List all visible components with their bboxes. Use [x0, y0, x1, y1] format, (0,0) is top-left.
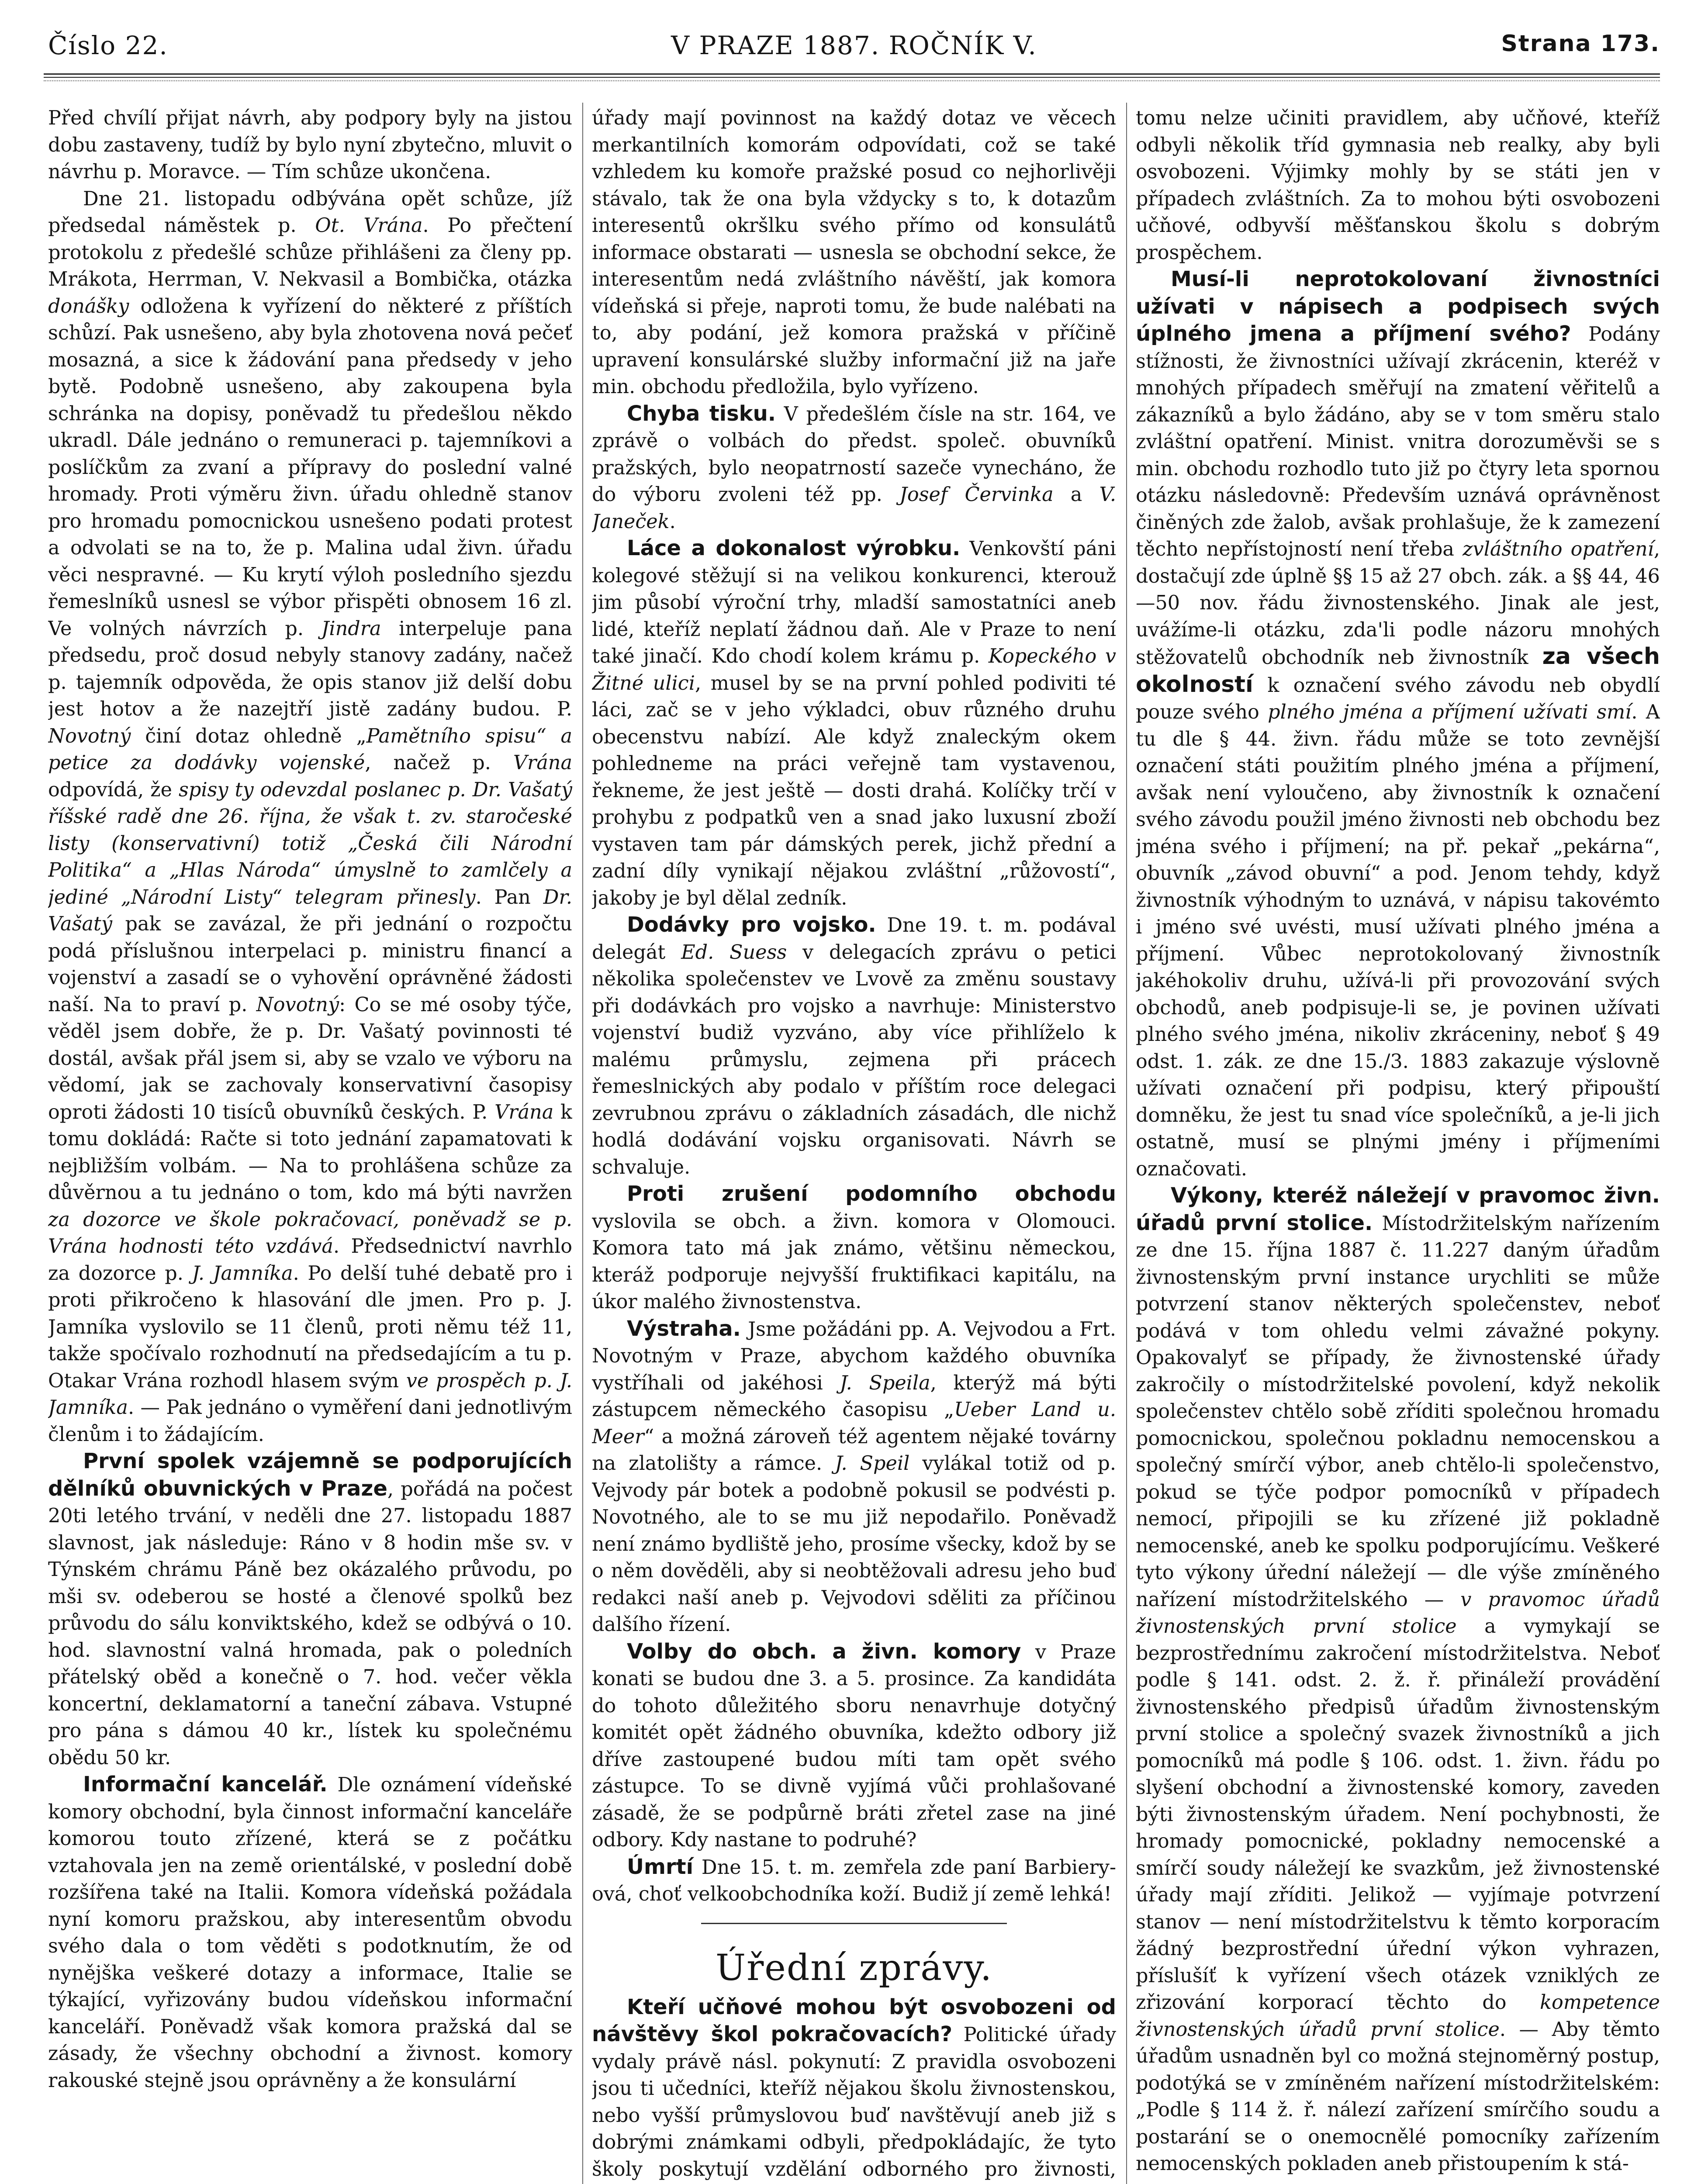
italic-text: kompetence živnostenských úřadů první stolice	[1136, 1991, 1660, 2041]
paragraph	[48, 1771, 572, 2094]
page-header	[48, 31, 1660, 66]
article-heading: Výkony, kteréž náležejí v pravomoc živn. úřadů první stolice.	[1136, 1183, 1660, 1235]
article-heading: Dodávky pro vojsko.	[627, 912, 876, 937]
text: Místodržitelským nařízením ze dne 15. října 1887 č. 11.227 daným úřadům živnostenským první instance urychliti se může potvrzení stanov některých společenstev, neboť podává v tom ohledu velmi závažné pokyny. Opakovalyť se případy, že živnostenské úřady zakročily o místodržitelské povolení, když nekolik společenstev chtělo sobě zříditi společnou hromadu pomocnickou, společnou pokladnu nemocenskou a společný smírčí výbor, aneb chtělo-li společenstvo, pokud se týče podpor pomocníků v případech nemocí, připojili se ku zřízené již pokladně nemocenské, aneb ke spolku podporujícímu. Veškeré tyto výkony úřední náležejí — dle výše zmíněného nařízení místodržitelského —	[1136, 1212, 1660, 1611]
text: , kterýž má býti zástupcem německého časopisu „	[592, 1372, 1116, 1421]
text: Jsme požádáni pp. A. Vejvodou a Frt. Novotným v Praze, abychom každého obuvníka vystříhali od jakéhosi	[592, 1318, 1116, 1394]
text: Podány stížnosti, že živnostníci užívají zkrácenin, kteréž v mnohých případech směřují na zmatení věřitelů a zákazníků a bylo žádáno, aby se v tom směru stalo zvláštní opatření. Minist. vnitra dorozuměvši se s min. obchodu rozhodlo tuto již po čtyry leta spornou otázku následovně: Především uznává oprávněnost činěných zde žalob, avšak prohlašuje, že k zamezení těchto nepřístojností není třeba	[1136, 323, 1660, 560]
issue-number: Číslo 22.	[48, 31, 168, 60]
text: : Co se mé osoby týče, věděl jsem dobře, že p. Dr. Vašatý povinnosti té dostál, avšak přál jsem si, aby se vzalo ve výboru na vědomí, jak se zachovaly konservativní časopisy oproti žádosti 10 tisíců obuvníků českých. P.	[48, 993, 572, 1123]
italic-text: Kopeckého v Žitné ulici	[592, 645, 1116, 695]
text: úřady mají povinnost na každý dotaz ve věcech merkantilních komorám odpovídati, což se také vzhledem ku komoře pražské posud co nejhorlivěji stávalo, tak že ona byla vždycky s to, k dotazům interesentů okršlku svého přímo od konsulátů informace obstarati — usnesla se obchodní sekce, že interesentům nedá zvláštního návěští, jak komora vídeňská si přeje, naproti tomu, že bude nalébati na to, aby podání, jež komora pražská v příčině upravení konsulárské služby informační již na jaře min. obchodu předložila, bylo vyřízeno.	[592, 107, 1116, 398]
column-2	[592, 105, 1116, 2184]
article-heading: Láce a dokonalost výrobku.	[627, 536, 961, 560]
text: v Praze konati se budou dne 3. a 5. prosince. Za kandidáta do tohoto důležitého sboru nenavrhuje dotyčný komitét opět žádného obuvníka, kdežto odbory již dříve zastoupené budou míti tam opět svého zástupce. To se divně vyjímá vůči prohlašované zásadě, že se podpůrně bráti zřetel zase na jiné odbory. Kdy nastane to podruhé?	[592, 1641, 1116, 1851]
italic-text: V. Janeček	[592, 484, 1116, 533]
italic-text: Josef Červinka	[899, 484, 1054, 506]
column-separator	[1126, 103, 1127, 2184]
paragraph	[592, 1181, 1116, 1316]
text: Venkovští páni kolegové stěžují si na velikou konkurenci, kterouž jim působí výroční trhy, mladší samostatníci aneb lidé, kteříž neplatí žádnou daň. Ale v Praze to není také jinačí. Kdo chodí kolem krámu p.	[592, 538, 1116, 667]
text: vyslovila se obch. a živn. komora v Olomouci. Komora tato má jak známo, většinu německou, kteráž podporuje nejvyšší fruktifikaci kapitálu, na úkor malého živnostenstva.	[592, 1210, 1116, 1313]
italic-text: Ueber Land u. Meer	[592, 1399, 1116, 1448]
paragraph	[592, 401, 1116, 536]
text: Politické úřady vydaly právě násl. pokynutí: Z pravidla osvobozeni jsou ti učedníci, kteříž nějakou školu živnostenskou, nebo vyšší průmyslovou buď navštěvují aneb již s dobrými známkami odbyli, předpokládajíc, že tyto školy poskytují vzdělání odborného pro živnosti,	[592, 2024, 1116, 2181]
column-1	[48, 105, 572, 2184]
paragraph	[1136, 1182, 1660, 2177]
text: v delegacích zprávu o petici několika společenstev ve Lvově za změnu soustavy při dodávkách pro vojsko a navrhuje: Ministerstvo vojenství budiž vyzváno, aby více přihlíželo k malému průmyslu, zejmena při prácech řemeslnických aby podalo v příštím roce delegaci zevrubnou zprávu o základních zásadách, dle nichž hodlá dodávání vojsku organisovati. Návrh se schvaluje.	[592, 941, 1116, 1178]
text: , dostačují zde úplně §§ 15 až 27 obch. zák. a §§ 44, 46—50 nov. řádu živnostenského. Jinak ale jest, uvážíme-li otázku, zda'li podle názoru mnohých stěžovatelů obchodník neb živnostník	[1136, 538, 1660, 669]
italic-text: donášky	[48, 295, 129, 318]
column-3	[1136, 105, 1660, 2184]
text: .	[669, 510, 676, 533]
section-title: Úřední zprávy.	[715, 1947, 993, 1989]
masthead-title: V PRAZE 1887. ROČNÍK V.	[671, 31, 1037, 60]
paragraph	[592, 1994, 1116, 2184]
italic-text: Novotný	[256, 993, 339, 1016]
text: . Pan	[475, 886, 543, 909]
article-heading: Výstraha.	[627, 1316, 741, 1341]
italic-text: J. Speila	[840, 1372, 930, 1394]
text: . A tu dle § 44. živn. řádu může se toto zevnější označení státi použitím plného jména a příjmení, avšak není vyloučeno, aby živnostník k označení svého závodu použil jméno živnosti neb obchodu bez jména svého i příjmení; na př. pekař „pekárna“, obuvník „závod obuvní“ a pod. Jenom tehdy, když živnostník výhodným to uznává, v nápisu takovémto i jméno své uvésti, musí užívati plného jména a příjmení. Vůbec neprotokolovaný živnostník jakéhokoliv druhu, užívá-li při provozování svých obchodů, aneb podpisuje-li se, je povinen užívati plného svého jména, nikoliv zkráceniny, neboť § 49 odst. 1. zák. ze dne 15./3. 1883 zakazuje výslovně užívati označení při podpisu, který připouští domněku, že jest tu snad více společníků, a je-li jich ostatně, musí se plnými jmény i příjmeními označovati.	[1136, 701, 1660, 1180]
header-dotted-rule	[44, 80, 1660, 81]
paragraph	[592, 1854, 1116, 1908]
italic-text: J. Speil	[835, 1452, 910, 1475]
text: . Po přečtení protokolu z předešlé schůze přihlášeni za členy pp. Mrákota, Herrman, V. Nekvasil a Bombička, otázka	[48, 214, 572, 290]
page-number: Strana 173.	[1501, 31, 1660, 57]
text: pak se zavázal, že při jednání o rozpočtu podá příslušnou interpelaci p. ministru financí a vojenství a zasadí se o vyhovění oprávněné žádosti naší. Na to praví p.	[48, 913, 572, 1016]
text: Dne 21. listopadu odbývána opět schůze, jíž předsedal náměstek p.	[48, 187, 572, 237]
article-heading: Informační kancelář.	[83, 1772, 328, 1797]
text: “ a možná zároveň též agentem nějaké továrny na zlatolišty a rámce.	[592, 1425, 1116, 1475]
article-heading: První spolek vzájemně se podporujících dělníků obuvnických v Praze	[48, 1449, 572, 1501]
paragraph	[592, 105, 1116, 401]
text: . — Aby těmto úřadům usnadněn byl co možná stejnoměrný postup, podotýká se v zmíněném nařízení místodržitelském: „Podle § 114 ž. ř. nálezí zařízení smírčího soudu a postarání se o onemocnělé pomocníky zařízením nemocenských pokladen aneb přistoupením k stá-	[1136, 2018, 1660, 2175]
italic-text: plného jména a příjmení užívati smí	[1268, 701, 1632, 723]
text: , načež p.	[365, 752, 513, 774]
text: , musel by se na první pohled podiviti té láci, zač se v jeho výkladci, obuv různého druhu obecenstvu nabízí. Ale když znaleckým okem pohledneme na práci veřejně tam vystavenou, řekneme, že jest ještě — dosti drahá. Kolíčky trčí v prohybu z podpatků ven a snad jako luxusní zboží vystaven tam pár dámských perek, jichž přední a zadní díly vynikají nějakou zvláštní „růžovostí“, jakoby je byl dělal zedník.	[592, 672, 1116, 909]
italic-text: spisy ty odevzdal poslanec p. Dr. Vašatý říšské radě dne 26. října, že však t. zv. staročeské listy (konservativní) totiž „Česká čili Národní Politika“ a „Hlas Národa“ úmyslně to zamlčely a jediné „Národní Listy“ telegram přinesly	[48, 778, 572, 909]
text: Dle oznámení vídeňské komory obchodní, byla činnost informační kanceláře komorou toutо zřízené, která se z počátku vztahovala jen na země orientálské, v poslední době rozšířena také na Italii. Komora vídeňská požádala nyní komoru pražskou, aby interesentům obvodu svého dala o tom věděti s podotknutím, že od nynějška veškeré dotazy a informace, Italie se týkající, vyřizovány budou vídeňskou informační kanceláří. Poněvadž však komora pražská dal se zásady, že všechny obchodní a živnost. komory rakouské stejně jsou oprávněny a že konsulární	[48, 1774, 572, 2092]
text: k tomu dokládá: Račte si toto jednání zapamatovati k nejbližším volbám. — Na to prohlášena schůze za důvěrnou a tu jednáno o tom, kdo má býti navržen	[48, 1101, 572, 1204]
paragraph	[592, 1316, 1116, 1638]
italic-text: ve prospěch p. J. Jamníka	[48, 1369, 572, 1419]
italic-text: Ed. Suess	[681, 941, 787, 964]
paragraph	[1136, 266, 1660, 1182]
paragraph	[592, 535, 1116, 912]
italic-text: v pravomoc úřadů živnostenských první stolice	[1136, 1588, 1660, 1638]
article-heading: Chyba tisku.	[627, 401, 776, 426]
text: tomu nelze učiniti pravidlem, aby učňové, kteříž odbyli několik tříd gymnasia neb realky, aby byli osvobozeni. Výjimky mohly by se státi jen v případech zvláštních. Za to mohou býti osvobozeni učňové, odbyvší měšťanskou školu s dobrým prospěchem.	[1136, 107, 1660, 264]
article-heading: Proti zrušení podomního obchodu	[627, 1182, 1116, 1206]
article-heading: Volby do obch. a živn. komory	[627, 1639, 1021, 1664]
text: interpeluje pana předsedu, proč dosud nebyly stanovy zadány, načež p. tajemník odpověda, že opis stanov již delší dobu jest hotov a že nazejtří jistě zadány budou. P.	[48, 617, 572, 720]
article-heading: Úmrtí	[627, 1854, 694, 1879]
emphasis-text: za všech okolností	[1136, 643, 1660, 698]
article-heading: Musí-li neprotokolovaní živnostníci užívati v nápisech a podpisech svých úplného jmena a příjmení svého?	[1136, 267, 1660, 346]
text: odložena k vyřízení do některé z příštích schůzí. Pak usnešeno, aby byla zhotovena nová pečeť mosazná, a sice k žádování pana předsedy v jeho bytě. Podobně usnešeno, aby zakoupena byla schránka na dopisy, poněvadž tu předešlou někdo ukradl. Dále jednáno o remuneraci p. tajemníkovi a poslíčkům za zvaní a přípravy do poslední valné hromady. Proti výměru živn. úřadu ohledně stanov pro hromadu pomocnickou usnešeno podati protest a odvolati se na to, že p. Malina udal živn. úřadu věci nespravné. — Ku krytí výloh posledního sjezdu řemeslníků usnesl se výbor přispěti obnosem 16 zl. Ve volných návrzích p.	[48, 295, 572, 640]
paragraph	[592, 912, 1116, 1181]
text: odpovídá, že	[48, 778, 179, 801]
text: , pořádá na počest 20ti letého trvání, v neděli dne 27. listopadu 1887 slavnost, jak následuje: Ráno v 8 hodin mše sv. v Týnském chrámu Páně bez okázalého průvodu, po mši sv. odeberou se hosté a členové spolků bez průvodu do sálu konviktského, kdež se odbývá o 10. hod. slavnostní valná hromada, pak o poledních přátelský oběd a konečně o 7. hod. večer věkla koncertní, deklamatorní a taneční zábava. Vstupné pro pána s dámou 40 kr., lístek ku společnému obědu 50 kr.	[48, 1478, 572, 1769]
section-rule	[701, 1923, 1007, 1924]
italic-text: Novotný	[48, 725, 131, 747]
italic-text: zvláštního opatření	[1463, 538, 1654, 560]
italic-text: Pamětního spisu“ a petice za dodávky vojenské	[48, 725, 572, 774]
italic-text: Vrána	[513, 752, 572, 774]
paragraph	[48, 105, 572, 186]
paragraph	[48, 186, 572, 1448]
article-heading: Kteří učňové mohou být osvobozeni od návštěvy škol pokračovacích?	[592, 1994, 1116, 2046]
paragraph	[1136, 105, 1660, 266]
text: V předešlém čísle na str. 164, ve zprávě o volbách do předst. společ. obuvníků pražských, bylo neopatrností sazeče vynecháno, že do výboru zvoleni též pp.	[592, 403, 1116, 506]
text: a	[1053, 484, 1099, 506]
header-rule	[44, 73, 1660, 78]
italic-text: Vrána	[494, 1101, 554, 1123]
text: Dne 19. t. m. podával delegát	[592, 914, 1116, 964]
text: činí dotaz ohledně „	[131, 725, 366, 747]
italic-text: Jindra	[321, 617, 381, 640]
italic-text: J. Jamníka	[192, 1262, 293, 1285]
text: Dne 15. t. m. zemřela zde paní Barbiery-ová, choť velkoobchodníka koží. Budiž jí země lehká!	[592, 1856, 1116, 1905]
paragraph	[48, 1448, 572, 1771]
column-separator	[582, 103, 583, 2184]
text: k označení svého závodu neb obydlí pouze svého	[1136, 674, 1660, 723]
text: . Předsednictví navrhlo za dozorce p.	[48, 1235, 572, 1285]
italic-text: Ot. Vrána	[315, 214, 423, 237]
italic-text: za dozorce ve škole pokračovací, poněvadž se p. Vrána hodnosti této vzdává	[48, 1208, 572, 1258]
text: . — Pak jednáno o vyměření dani jednotlivým členům i to žádajícím.	[48, 1396, 572, 1446]
text: vylákal totiž od p. Vejvody pár botek a podobně pokusil se podvésti p. Novotného, ale to se mu již nepodařilo. Poněvadž není známo bydliště jeho, prosíme všecky, kdož by se o něm dověděli, aby si neobtěžovali adresu jeho buď redakci naší aneb p. Vejvodovi sděliti za příčinou dalšího řízení.	[592, 1452, 1116, 1636]
text: a vymykají se bezprostřednímu zakročení místodržitelstva. Neboť podle § 141. odst. 2. ž. ř. přináleží provádění živnostenského předpisů úřadům živnostenským první stolice a společný svazek živnostníků a jich pomocníků má podle § 106. odst. 1. živn. řádu po slyšení obchodní a živnostenské komory, zaveden býti živnostenským úřadem. Není pochybnosti, že hromady pomocnické, pokladny nemocenské a smírčí soudy náležejí ke svazkům, jež živnostenské úřady mají zříditi. Jelikož — vyjímaje potvrzení stanov — není místodržitelstvu k těmto korporacím žádný bezprostřední úřední výkon vyhrazen, příslušíť k vyřízení všech otázek vzniklých ze zřizování korporací těchto do	[1136, 1615, 1660, 2014]
text: Před chvílí přijat návrh, aby podpory byly na jistou dobu zastaveny, tudíž by bylo nyní zbytečno, mluvit o návrhu p. Moravce. — Tím schůze ukončena.	[48, 107, 572, 183]
paragraph	[592, 1638, 1116, 1854]
text: . Po delší tuhé debatě pro i proti přikročeno k hlasování dle jmen. Pro p. J. Jamníka vyslovilo se 11 členů, proti němu též 11, takže spočívalo rozhodnutí na předsedajícím a tu p. Otakar Vrána rozhodl hlasem svým	[48, 1262, 572, 1392]
italic-text: Dr. Vašatý	[48, 886, 572, 935]
